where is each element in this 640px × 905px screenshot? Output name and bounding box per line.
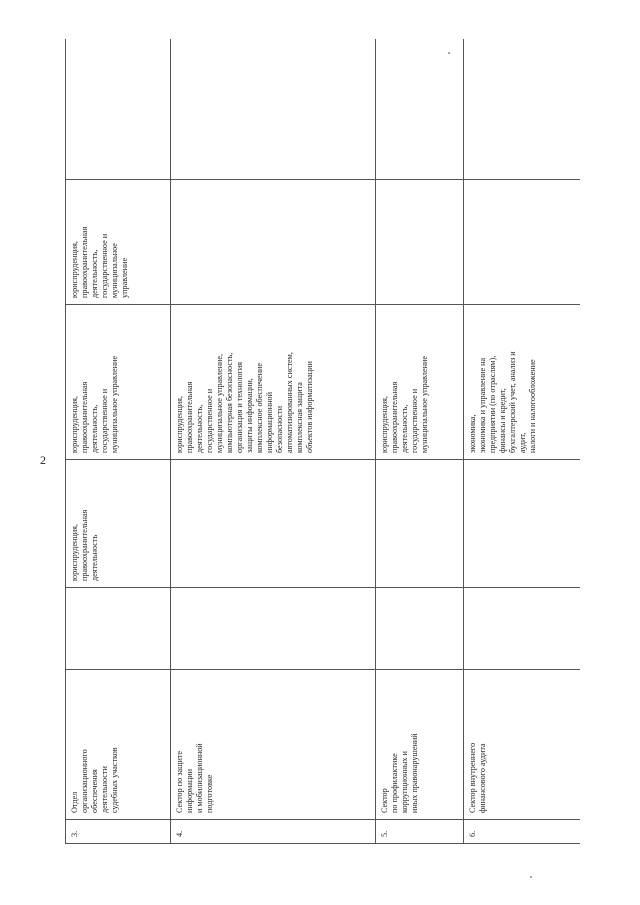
row-number: 3. xyxy=(66,820,171,844)
extra-cell xyxy=(171,39,376,180)
extra-cell xyxy=(66,39,171,180)
scan-speck xyxy=(448,52,450,54)
education-cell-1 xyxy=(376,460,464,588)
education-cell-2: экономика, экономика и управление на предприятии (по отраслям), финансы и кредит, бухгалтерский учет, анализ и аудит, налоги и налогообложение xyxy=(464,305,581,460)
extra-cell xyxy=(376,39,464,180)
experience-cell xyxy=(66,588,171,670)
experience-cell xyxy=(376,588,464,670)
unit-name: Сектор внутреннего финансового аудита xyxy=(464,670,581,820)
page-number: 2 xyxy=(40,453,46,467)
education-cell-3 xyxy=(171,180,376,305)
extra-cell xyxy=(464,39,581,180)
experience-cell xyxy=(171,588,376,670)
unit-name: Сектор по профилактике коррупционных и иных правонарушений xyxy=(376,670,464,820)
education-cell-2: юриспруденция, правоохранительная деятельность, государственное и муниципальное управление, компьютерная безопасность, организация и технология защиты информации, комплексное обеспечение информационной безопасности автоматизированных систем, комплексная защита объектов информатизации xyxy=(171,305,376,460)
education-cell-1: юриспруденция, правоохранительная деятельность xyxy=(66,460,171,588)
table-sheet xyxy=(65,39,580,844)
table-row xyxy=(376,39,464,844)
table-row xyxy=(464,39,581,844)
row-number: 4. xyxy=(171,820,376,844)
unit-name: Отдел организационного обеспечения деятельности судебных участков xyxy=(66,670,171,820)
experience-cell xyxy=(464,588,581,670)
table-row xyxy=(66,39,171,844)
scan-speck xyxy=(530,876,532,878)
row-number: 5. xyxy=(376,820,464,844)
qualification-table xyxy=(65,39,580,844)
education-cell-1 xyxy=(464,460,581,588)
table-row xyxy=(171,39,376,844)
rotated-table-wrapper xyxy=(65,39,580,844)
education-cell-2: юриспруденция, правоохранительная деятельность, государственное и муниципальное управление xyxy=(66,305,171,460)
unit-name: Сектор по защите информации и мобилизационной подготовке xyxy=(171,670,376,820)
education-cell-3: юриспруденция, правоохранительная деятельность, государственное и муниципальное управление xyxy=(66,180,171,305)
row-number: 6. xyxy=(464,820,581,844)
education-cell-1 xyxy=(171,460,376,588)
education-cell-3 xyxy=(464,180,581,305)
education-cell-3 xyxy=(376,180,464,305)
education-cell-2: юриспруденция, правоохранительная деятельность, государственное и муниципальное управление xyxy=(376,305,464,460)
